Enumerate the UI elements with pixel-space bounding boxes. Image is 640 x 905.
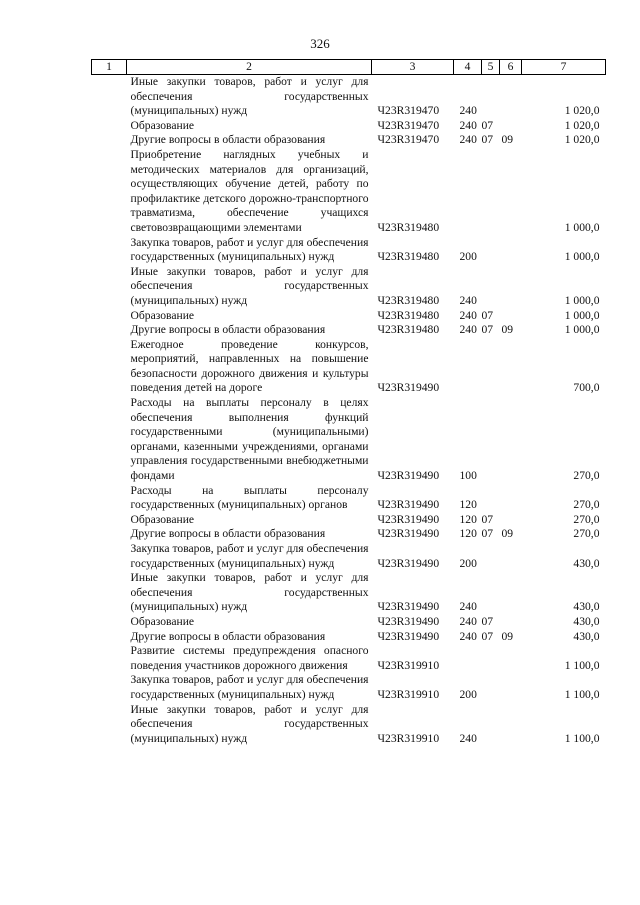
item-name-cell: Другие вопросы в области образования: [130, 133, 326, 147]
subsection-cell: [500, 615, 522, 630]
section-cell: 07: [481, 629, 494, 643]
header-col-6: 6: [500, 60, 522, 75]
item-name-cell: Закупка товаров, работ и услуг для обеспечения государственных (муниципальных) нужд: [130, 673, 369, 701]
item-name-cell: Другие вопросы в области образования: [130, 323, 326, 337]
amount-cell: 1 000,0: [564, 250, 600, 264]
subsection-cell: [500, 338, 522, 396]
page-number: 326: [310, 36, 330, 51]
target-code-cell: Ч23R319490: [377, 556, 440, 570]
section-cell: 07: [481, 527, 494, 541]
item-name-cell: Расходы на выплаты персоналу в целях обеспечения выполнения функций государственными (муниципальными) органами, казенными учреждениями, органами управления государственными внебюджетными фондами: [130, 396, 369, 483]
item-name-cell: Иные закупки товаров, работ и услуг для обеспечения государственных (муниципальных) нужд: [130, 75, 369, 118]
section-cell: [482, 673, 500, 702]
subsection-cell: [500, 119, 522, 134]
section-cell: [482, 265, 500, 309]
section-cell: [482, 484, 500, 513]
table-row: [92, 484, 606, 513]
table-row: [92, 644, 606, 673]
item-name-cell: Образование: [130, 118, 195, 132]
expense-type-cell: 120: [459, 498, 477, 512]
target-code-cell: Ч23R319490: [377, 512, 440, 526]
row-number-cell: [92, 527, 127, 542]
table-row: [92, 119, 606, 134]
subsection-cell: [500, 542, 522, 571]
amount-cell: 1 020,0: [564, 133, 600, 147]
target-code-cell: Ч23R319480: [377, 250, 440, 264]
table-row: [92, 265, 606, 309]
table-row: [92, 338, 606, 396]
target-code-cell: Ч23R319910: [377, 687, 440, 701]
subsection-cell: [500, 673, 522, 702]
row-number-cell: [92, 265, 127, 309]
section-cell: 07: [481, 614, 494, 628]
header-col-4: 4: [454, 60, 482, 75]
expense-type-cell: 240: [459, 629, 477, 643]
expense-type-cell: 240: [459, 293, 477, 307]
amount-cell: 1 000,0: [564, 323, 600, 337]
expense-type-cell: 120: [459, 527, 477, 541]
item-name-cell: Другие вопросы в области образования: [130, 527, 326, 541]
amount-cell: 1 020,0: [564, 118, 600, 132]
amount-cell: 1 100,0: [564, 658, 600, 672]
section-cell: 07: [481, 118, 494, 132]
target-code-cell: Ч23R319470: [377, 118, 440, 132]
table-row: [92, 148, 606, 236]
expense-type-cell: 200: [459, 250, 477, 264]
row-number-cell: [92, 148, 127, 236]
expense-type-cell: 120: [459, 512, 477, 526]
expense-type-cell: 240: [459, 118, 477, 132]
row-number-cell: [92, 75, 127, 119]
target-code-cell: Ч23R319470: [377, 104, 440, 118]
section-cell: 07: [481, 133, 494, 147]
subsection-cell: [500, 513, 522, 528]
target-code-cell: Ч23R319490: [377, 381, 440, 395]
amount-cell: 430,0: [573, 614, 600, 628]
amount-cell: 700,0: [573, 381, 600, 395]
amount-cell: 430,0: [573, 600, 600, 614]
item-name-cell: Закупка товаров, работ и услуг для обеспечения государственных (муниципальных) нужд: [130, 542, 369, 570]
table-body: [92, 75, 606, 747]
table-row: [92, 513, 606, 528]
row-number-cell: [92, 644, 127, 673]
expense-type-cell: [454, 338, 482, 396]
subsection-cell: [500, 148, 522, 236]
amount-cell: 1 000,0: [564, 308, 600, 322]
subsection-cell: 09: [501, 133, 514, 147]
header-col-2: 2: [127, 60, 372, 75]
row-number-cell: [92, 338, 127, 396]
target-code-cell: Ч23R319490: [377, 469, 440, 483]
table-row: [92, 309, 606, 324]
subsection-cell: [500, 75, 522, 119]
item-name-cell: Развитие системы предупреждения опасного поведения участников дорожного движения: [130, 644, 369, 672]
row-number-cell: [92, 542, 127, 571]
subsection-cell: 09: [501, 323, 514, 337]
row-number-cell: [92, 119, 127, 134]
amount-cell: 1 000,0: [564, 293, 600, 307]
target-code-cell: Ч23R319480: [377, 308, 440, 322]
expense-type-cell: 240: [459, 104, 477, 118]
amount-cell: 1 100,0: [564, 731, 600, 745]
amount-cell: 430,0: [573, 629, 600, 643]
target-code-cell: Ч23R319490: [377, 527, 440, 541]
row-number-cell: [92, 236, 127, 265]
target-code-cell: Ч23R319910: [377, 731, 440, 745]
item-name-cell: Иные закупки товаров, работ и услуг для обеспечения государственных (муниципальных) нужд: [130, 702, 369, 745]
row-number-cell: [92, 513, 127, 528]
table-row: [92, 615, 606, 630]
amount-cell: 1 100,0: [564, 687, 600, 701]
table-row: [92, 673, 606, 702]
item-name-cell: Другие вопросы в области образования: [130, 629, 326, 643]
expense-type-cell: 100: [459, 469, 477, 483]
expense-type-cell: 240: [459, 308, 477, 322]
row-number-cell: [92, 673, 127, 702]
subsection-cell: [500, 396, 522, 484]
section-cell: [482, 338, 500, 396]
row-number-cell: [92, 615, 127, 630]
subsection-cell: 09: [501, 527, 514, 541]
section-cell: [482, 644, 500, 673]
target-code-cell: Ч23R319480: [377, 293, 440, 307]
subsection-cell: [500, 265, 522, 309]
row-number-cell: [92, 323, 127, 338]
subsection-cell: [500, 484, 522, 513]
target-code-cell: Ч23R319910: [377, 658, 440, 672]
row-number-cell: [92, 630, 127, 645]
item-name-cell: Образование: [130, 512, 195, 526]
expense-type-cell: 240: [459, 133, 477, 147]
table-row: [92, 571, 606, 615]
budget-table: [91, 59, 606, 746]
subsection-cell: [500, 644, 522, 673]
target-code-cell: Ч23R319490: [377, 600, 440, 614]
target-code-cell: Ч23R319490: [377, 614, 440, 628]
target-code-cell: Ч23R319490: [377, 629, 440, 643]
subsection-cell: [500, 571, 522, 615]
section-cell: 07: [481, 308, 494, 322]
subsection-cell: [500, 309, 522, 324]
row-number-cell: [92, 133, 127, 148]
section-cell: [482, 542, 500, 571]
amount-cell: 270,0: [573, 527, 600, 541]
section-cell: 07: [481, 512, 494, 526]
table-row: [92, 236, 606, 265]
table-row: [92, 133, 606, 148]
section-cell: [482, 703, 500, 747]
amount-cell: 430,0: [573, 556, 600, 570]
amount-cell: 270,0: [573, 469, 600, 483]
item-name-cell: Образование: [130, 308, 195, 322]
header-row: [92, 60, 606, 75]
expense-type-cell: 200: [459, 687, 477, 701]
expense-type-cell: 200: [459, 556, 477, 570]
amount-cell: 1 000,0: [564, 220, 600, 234]
table-row: [92, 703, 606, 747]
expense-type-cell: 240: [459, 614, 477, 628]
item-name-cell: Ежегодное проведение конкурсов, мероприятий, направленных на повышение безопасности дорожного движения и культуры поведения детей на дороге: [130, 337, 369, 395]
header-col-7: 7: [522, 60, 606, 75]
amount-cell: 270,0: [573, 498, 600, 512]
section-cell: [482, 236, 500, 265]
row-number-cell: [92, 484, 127, 513]
section-cell: [482, 571, 500, 615]
subsection-cell: 09: [501, 629, 514, 643]
item-name-cell: Образование: [130, 614, 195, 628]
item-name-cell: Расходы на выплаты персоналу государственных (муниципальных) органов: [130, 483, 369, 512]
table-row: [92, 542, 606, 571]
expense-type-cell: 240: [459, 323, 477, 337]
expense-type-cell: 240: [459, 600, 477, 614]
table-row: [92, 323, 606, 338]
expense-type-cell: 240: [459, 731, 477, 745]
item-name-cell: Иные закупки товаров, работ и услуг для обеспечения государственных (муниципальных) нужд: [130, 264, 369, 307]
table-header: [92, 60, 606, 75]
expense-type-cell: [454, 644, 482, 673]
table-row: [92, 75, 606, 119]
amount-cell: 270,0: [573, 512, 600, 526]
amount-cell: 1 020,0: [564, 104, 600, 118]
target-code-cell: Ч23R319490: [377, 498, 440, 512]
target-code-cell: Ч23R319470: [377, 133, 440, 147]
section-cell: [482, 75, 500, 119]
section-cell: 07: [481, 323, 494, 337]
target-code-cell: Ч23R319480: [377, 323, 440, 337]
header-col-3: 3: [372, 60, 454, 75]
subsection-cell: [500, 236, 522, 265]
section-cell: [482, 396, 500, 484]
row-number-cell: [92, 571, 127, 615]
table-row: [92, 630, 606, 645]
item-name-cell: Иные закупки товаров, работ и услуг для обеспечения государственных (муниципальных) нужд: [130, 571, 369, 614]
row-number-cell: [92, 703, 127, 747]
item-name-cell: Закупка товаров, работ и услуг для обеспечения государственных (муниципальных) нужд: [130, 235, 369, 264]
subsection-cell: [500, 703, 522, 747]
table-row: [92, 527, 606, 542]
row-number-cell: [92, 396, 127, 484]
section-cell: [482, 148, 500, 236]
target-code-cell: Ч23R319480: [377, 220, 440, 234]
header-col-5: 5: [482, 60, 500, 75]
header-col-1: 1: [92, 60, 127, 75]
item-name-cell: Приобретение наглядных учебных и методических материалов для организаций, осуществляющих обучение детей, работу по профилактике детского дорожно-транспортного травматизма, обеспечение учащихся световозвращающими элементами: [130, 147, 369, 234]
row-number-cell: [92, 309, 127, 324]
expense-type-cell: [454, 148, 482, 236]
table-row: [92, 396, 606, 484]
